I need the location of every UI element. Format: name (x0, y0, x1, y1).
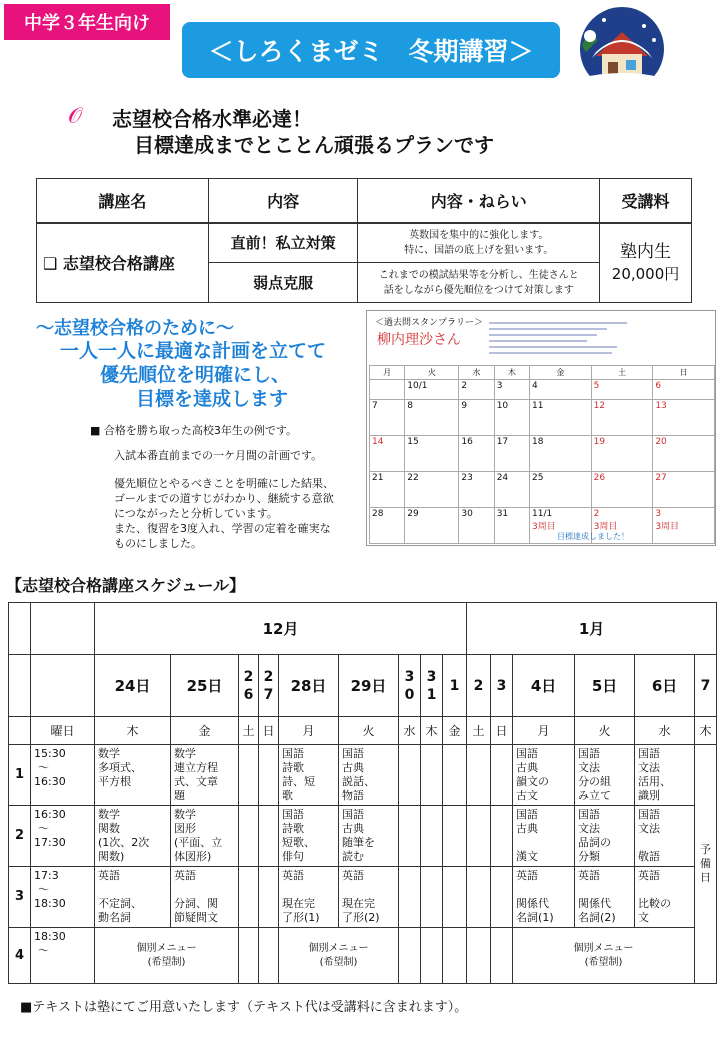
dow-cell: 日 (259, 717, 279, 745)
cal-date: 2 (593, 509, 600, 519)
cal-weekday: 土 (591, 366, 653, 380)
period-time-line: 17:3 (34, 869, 59, 882)
subhead-3: 優先順位を明確にし、 (100, 364, 291, 386)
cal-cell: 7 (370, 400, 405, 436)
individual-menu: 個別メニュー (希望制) (513, 928, 695, 984)
cal-cell: 27 (653, 472, 715, 508)
date-cell: 2 6 (239, 655, 259, 717)
period-row (9, 806, 717, 867)
period-row (9, 928, 717, 984)
lesson-cell: 数学 多項式、 平方根 (95, 745, 171, 806)
lesson-cell: 英語 関係代 名詞(2) (575, 867, 635, 928)
col-header-aims: 内容・ねらい (358, 179, 600, 223)
empty-cell (421, 928, 443, 984)
aim-1 (358, 223, 600, 263)
footer-note: ■テキストは塾にてご用意いたします（テキスト代は受講料に含まれます）。 (20, 1000, 468, 1015)
date-cell: 2 (467, 655, 491, 717)
date-cell: 4日 (513, 655, 575, 717)
cal-cell: 8 (405, 400, 459, 436)
calendar-scribbles (487, 317, 637, 361)
cal-cell: 17 (494, 436, 529, 472)
empty-cell (239, 928, 259, 984)
cal-cell: 14 (370, 436, 405, 472)
date-cell: 2 7 (259, 655, 279, 717)
period-rows (9, 745, 717, 984)
empty-cell (239, 867, 259, 928)
cal-cell: 18 (530, 436, 592, 472)
empty-cell (239, 745, 259, 806)
period-time-line: 17:30 (34, 836, 66, 849)
empty-cell (443, 806, 467, 867)
lesson-cell: 国語 古典 漢文 (513, 806, 575, 867)
dow-cell: 火 (339, 717, 399, 745)
empty-cell (399, 867, 421, 928)
date-cell: 3 (491, 655, 513, 717)
lesson-cell: 英語 比較の 文 (635, 867, 695, 928)
empty-cell (467, 928, 491, 984)
dow-cell: 金 (171, 717, 239, 745)
aim-2 (358, 263, 600, 303)
cal-cell (653, 508, 715, 544)
individual-menu: 個別メニュー (希望制) (95, 928, 239, 984)
empty-cell (421, 745, 443, 806)
empty-cell (491, 928, 513, 984)
content-2: 弱点克服 (208, 263, 358, 303)
empty-cell (259, 928, 279, 984)
cal-cell: 24 (494, 472, 529, 508)
month-dec: 12月 (95, 603, 467, 655)
lesson-cell: 国語 古典 韻文の 古文 (513, 745, 575, 806)
dow-label: 曜日 (31, 717, 95, 745)
cal-cell: 10/1 (405, 380, 459, 400)
col-header-fee: 受講料 (600, 179, 692, 223)
cal-cell: 29 (405, 508, 459, 544)
cal-cell: 25 (530, 472, 592, 508)
lesson-cell: 国語 詩歌 詩、短 歌 (279, 745, 339, 806)
lesson-cell: 国語 古典 説話、 物語 (339, 745, 399, 806)
col-header-content: 内容 (208, 179, 358, 223)
dow-cell: 火 (575, 717, 635, 745)
dow-cell: 土 (239, 717, 259, 745)
period-time-line: 16:30 (34, 775, 66, 788)
lesson-cell: 英語 現在完 了形(1) (279, 867, 339, 928)
empty-cell (259, 745, 279, 806)
period-time-line: ～ (38, 883, 49, 896)
date-cell: 25日 (171, 655, 239, 717)
cal-cell: 31 (494, 508, 529, 544)
cal-weekday: 金 (530, 366, 592, 380)
swirl-icon: 𝒪 (68, 104, 82, 129)
period-number: 2 (9, 806, 31, 867)
schedule-title: 【志望校合格講座スケジュール】 (6, 576, 246, 595)
cal-cell: 15 (405, 436, 459, 472)
date-cell: 24日 (95, 655, 171, 717)
date-cell: 5日 (575, 655, 635, 717)
aim-2-line-2: 話をしながら優先順位をつけて対策します (383, 284, 574, 296)
period-number: 1 (9, 745, 31, 806)
aim-1-line-1: 英数国を集中的に強化します。 (409, 229, 549, 241)
date-cell: 6日 (635, 655, 695, 717)
cal-cell: 4 (530, 380, 592, 400)
empty-cell (443, 867, 467, 928)
period-row (9, 867, 717, 928)
cal-cell: 9 (459, 400, 494, 436)
empty-cell (443, 745, 467, 806)
period-time-line: 16:30 (34, 808, 66, 821)
cal-weekday: 木 (494, 366, 529, 380)
lesson-cell: 国語 文法 活用、 識別 (635, 745, 695, 806)
scribble-graphic (487, 317, 637, 361)
cal-cell (370, 380, 405, 400)
empty-cell (399, 806, 421, 867)
study-calendar-photo (366, 310, 716, 546)
lesson-cell: 英語 関係代 名詞(1) (513, 867, 575, 928)
cal-cell: 2 (459, 380, 494, 400)
empty-cell (443, 928, 467, 984)
headline-line-2: 目標達成までとことん頑張るプランです (134, 133, 494, 157)
paragraph-2-line: ゴールまでの道すじがわかり、継続する意欲 (114, 492, 334, 505)
lesson-cell: 国語 詩歌 短歌、 俳句 (279, 806, 339, 867)
date-cell: 29日 (339, 655, 399, 717)
cal-cell: 20 (653, 436, 715, 472)
cal-cell: 6 (653, 380, 715, 400)
lesson-cell: 数学 図形 (平面、立 体図形) (171, 806, 239, 867)
course-name: 志望校合格講座 (62, 254, 175, 274)
empty-cell (259, 867, 279, 928)
headline-line-1: 志望校合格水準必達！ (112, 107, 312, 131)
schedule-table (8, 602, 717, 984)
dow-cell: 日 (491, 717, 513, 745)
period-time (31, 928, 95, 984)
period-number: 3 (9, 867, 31, 928)
cal-weekday: 火 (405, 366, 459, 380)
subhead-4: 目標を達成します (136, 388, 289, 410)
empty-cell (421, 806, 443, 867)
cal-cell: 19 (591, 436, 653, 472)
lesson-cell: 英語 分詞、関 節疑問文 (171, 867, 239, 928)
lesson-cell: 英語 不定詞、 動名詞 (95, 867, 171, 928)
lesson-cell: 数学 連立方程 式、文章 題 (171, 745, 239, 806)
cal-date: 3 (655, 509, 662, 519)
subhead-2: 一人一人に最適な計画を立てて (60, 340, 327, 362)
cal-cell: 11 (530, 400, 592, 436)
cal-cell: 12 (591, 400, 653, 436)
cal-cell: 10 (494, 400, 529, 436)
cal-weekday: 月 (370, 366, 405, 380)
empty-cell (399, 745, 421, 806)
paragraph-2-line: また、復習を3度入れ、学習の定着を確実な (114, 522, 331, 535)
fee-cell (600, 223, 692, 303)
lesson-cell: 国語 文法 品詞の 分類 (575, 806, 635, 867)
aim-1-line-2: 特に、国語の底上げを狙います。 (404, 244, 554, 256)
cal-review-mark: 3周目 (532, 522, 556, 532)
cal-cell: 26 (591, 472, 653, 508)
period-row (9, 745, 717, 806)
period-time-line: 15:30 (34, 747, 66, 760)
cal-review-mark: 3周目 (655, 522, 680, 532)
empty-cell (239, 806, 259, 867)
lesson-cell: 国語 文法 分の組 み立て (575, 745, 635, 806)
calendar-grid (369, 365, 715, 544)
cal-cell: 3 (494, 380, 529, 400)
cal-cell: 22 (405, 472, 459, 508)
cal-weekday: 水 (459, 366, 494, 380)
paragraph-1: 入試本番直前までの一ケ月間の計画です。 (114, 449, 323, 462)
calendar-student: 柳内理沙さん (377, 332, 461, 348)
empty-cell (467, 867, 491, 928)
cal-cell: 28 (370, 508, 405, 544)
cal-cell: 16 (459, 436, 494, 472)
empty-cell (467, 745, 491, 806)
lesson-cell: 国語 古典 随筆を 読む (339, 806, 399, 867)
grade-badge: 中学３年生向け (4, 4, 170, 40)
dow-cell: 水 (399, 717, 421, 745)
period-time (31, 745, 95, 806)
dow-cell: 水 (635, 717, 695, 745)
dow-cell: 月 (279, 717, 339, 745)
lesson-cell: 国語 文法 敬語 (635, 806, 695, 867)
empty-cell (491, 745, 513, 806)
calendar-note: 目標達成しました！ (557, 532, 629, 541)
page-title: ＜しろくまゼミ 冬期講習＞ (182, 22, 560, 78)
dow-cell: 木 (421, 717, 443, 745)
snowy-house-icon (574, 6, 670, 92)
date-cell: 3 0 (399, 655, 421, 717)
empty-cell (491, 867, 513, 928)
period-time-line: ～ (38, 944, 49, 957)
paragraph-2-line: 優先順位とやるべきことを明確にした結果、 (114, 477, 334, 490)
col-header-course: 講座名 (37, 179, 209, 223)
paragraph-2-line: ものにしました。 (114, 537, 202, 550)
cal-cell: 5 (591, 380, 653, 400)
dow-cell: 土 (467, 717, 491, 745)
dow-cell: 月 (513, 717, 575, 745)
cal-cell: 30 (459, 508, 494, 544)
content-1: 直前！私立対策 (208, 223, 358, 263)
paragraph-2 (114, 476, 359, 551)
reserve-day: 予 備 日 (695, 745, 717, 984)
period-number: 4 (9, 928, 31, 984)
aim-2-line-1: これまでの模試結果等を分析し、生徒さんと (378, 269, 579, 281)
checkbox-icon: ❑ (43, 254, 58, 274)
lesson-cell: 数学 関数 (1次、2次 関数) (95, 806, 171, 867)
course-table (36, 178, 692, 303)
empty-cell (259, 806, 279, 867)
paragraph-2-line: につながったと分析しています。 (114, 507, 278, 520)
empty-cell (399, 928, 421, 984)
period-time-line: ～ (38, 761, 49, 774)
empty-cell (421, 867, 443, 928)
month-jan: 1月 (467, 603, 717, 655)
calendar-header: ＜過去問スタンプラリー＞ (375, 318, 484, 328)
lesson-cell: 英語 現在完 了形(2) (339, 867, 399, 928)
fee-value: 20,000円 (611, 264, 680, 283)
cal-date: 11/1 (532, 509, 553, 519)
cal-weekday: 日 (653, 366, 715, 380)
period-time-line: 18:30 (34, 897, 66, 910)
cal-cell: 23 (459, 472, 494, 508)
example-note: ■ 合格を勝ち取った高校3年生の例です。 (90, 424, 298, 437)
dow-cell: 金 (443, 717, 467, 745)
course-name-cell (37, 223, 209, 303)
period-time-line: ～ (38, 822, 49, 835)
cal-cell: 21 (370, 472, 405, 508)
individual-menu: 個別メニュー (希望制) (279, 928, 399, 984)
dow-cell: 木 (95, 717, 171, 745)
period-time-line: 18:30 (34, 930, 66, 943)
fee-label: 塾内生 (620, 241, 672, 262)
period-time (31, 867, 95, 928)
date-cell: 7 (695, 655, 717, 717)
period-time (31, 806, 95, 867)
cal-cell: 13 (653, 400, 715, 436)
date-cell: 28日 (279, 655, 339, 717)
empty-cell (467, 806, 491, 867)
date-cell: 1 (443, 655, 467, 717)
dow-cell: 木 (695, 717, 717, 745)
date-cell: 3 1 (421, 655, 443, 717)
subhead-1: ～志望校合格のために～ (36, 318, 234, 339)
empty-cell (491, 806, 513, 867)
cal-review-mark: 3周目 (593, 522, 618, 532)
